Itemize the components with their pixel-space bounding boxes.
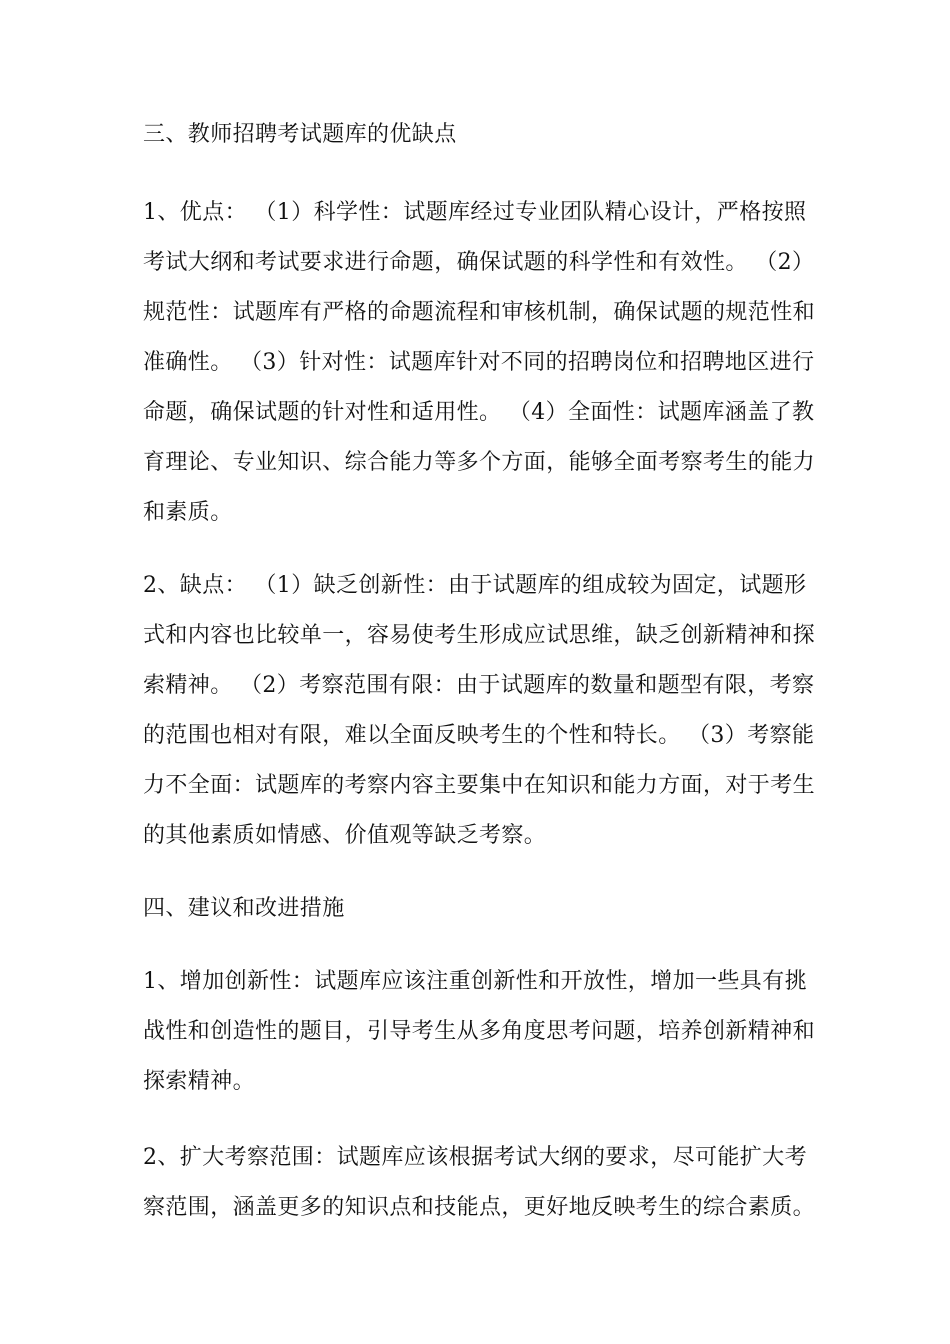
paragraph-line: 准确性。 （3）针对性：试题库针对不同的招聘岗位和招聘地区进行 — [143, 350, 815, 375]
paragraph-line: 的其他素质如情感、价值观等缺乏考察。 — [143, 823, 547, 848]
paragraph-line: 育理论、专业知识、综合能力等多个方面，能够全面考察考生的能力 — [143, 450, 816, 475]
paragraph-disadvantages — [143, 561, 816, 861]
paragraph-line: 战性和创造性的题目，引导考生从多角度思考问题，培养创新精神和 — [143, 1019, 816, 1044]
paragraph-line: 式和内容也比较单一，容易使考生形成应试思维，缺乏创新精神和探 — [143, 623, 816, 648]
paragraph-advantages — [143, 188, 816, 538]
heading-text: 三、教师招聘考试题库的优缺点 — [143, 122, 457, 147]
paragraph-suggestion-scope — [143, 1133, 816, 1233]
paragraph-line: 察范围，涵盖更多的知识点和技能点，更好地反映考生的综合素质。 — [143, 1195, 816, 1220]
section-heading-advantages-disadvantages — [143, 110, 811, 160]
paragraph-line: 命题，确保试题的针对性和适用性。 （4）全面性：试题库涵盖了教 — [143, 400, 815, 425]
paragraph-line: 1、优点： （1）科学性：试题库经过专业团队精心设计，严格按照 — [143, 200, 807, 225]
paragraph-suggestion-innovation — [143, 957, 816, 1107]
heading-text: 四、建议和改进措施 — [143, 896, 345, 921]
paragraph-line: 的范围也相对有限，难以全面反映考生的个性和特长。 （3）考察能 — [143, 723, 815, 748]
paragraph-line: 2、扩大考察范围：试题库应该根据考试大纲的要求，尽可能扩大考 — [143, 1145, 807, 1170]
paragraph-line: 1、增加创新性：试题库应该注重创新性和开放性，增加一些具有挑 — [143, 969, 807, 994]
paragraph-line: 考试大纲和考试要求进行命题，确保试题的科学性和有效性。 （2） — [143, 250, 815, 275]
paragraph-line: 2、缺点： （1）缺乏创新性：由于试题库的组成较为固定，试题形 — [143, 573, 807, 598]
paragraph-line: 和素质。 — [143, 500, 233, 525]
paragraph-line: 力不全面：试题库的考察内容主要集中在知识和能力方面，对于考生 — [143, 773, 816, 798]
paragraph-line: 探索精神。 — [143, 1069, 256, 1094]
paragraph-line: 规范性：试题库有严格的命题流程和审核机制，确保试题的规范性和 — [143, 300, 816, 325]
paragraph-line: 索精神。 （2）考察范围有限：由于试题库的数量和题型有限，考察 — [143, 673, 815, 698]
section-heading-suggestions — [143, 884, 811, 934]
